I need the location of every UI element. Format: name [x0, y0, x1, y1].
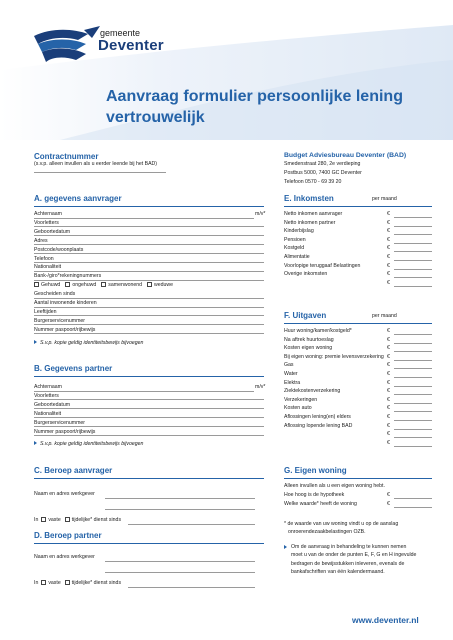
g-intro: Alleen invullen als u een eigen woning hebt. [284, 483, 385, 489]
f-row-label: Verzekeringen [284, 396, 318, 403]
a-bank-giro-rekeningnummers-label: Bank-/giro*rekeningnummers [34, 273, 102, 280]
section-c-rule [34, 478, 264, 479]
euro-sign: € [387, 336, 390, 343]
bad-address-line: Postbus 5000, 7400 GC Deventer [284, 170, 362, 176]
a-achternaam-field[interactable] [34, 218, 254, 219]
a-postcode-woonplaats-field[interactable] [34, 253, 264, 254]
f-row [284, 439, 432, 448]
gender-mv-label: m/v* [255, 384, 266, 390]
section-c-heading: C. Beroep aanvrager [34, 466, 113, 475]
d-tijdelijk-label: tijdelijke* dienst sinds [71, 580, 122, 586]
f-row-label: Ziektekostenverzekering [284, 388, 341, 395]
section-e-heading: E. Inkomsten [284, 194, 334, 203]
c-employer-label: Naam en adres werkgever [34, 491, 95, 497]
marital-checkbox-ongehuwd[interactable] [65, 282, 70, 287]
f-row-label: Kosten eigen woning [284, 345, 333, 352]
d-employer-label: Naam en adres werkgever [34, 554, 95, 560]
contract-note: (s.v.p. alleen invullen als u eerder leende bij het BAD) [34, 161, 158, 167]
footer-url[interactable]: www.deventer.nl [352, 615, 419, 625]
f-row-label: Huur woning/kamer/kostgeld* [284, 328, 352, 334]
euro-sign: € [387, 245, 390, 252]
f-row [284, 430, 432, 439]
section-b-heading: B. Gegevens partner [34, 364, 113, 373]
f-row [284, 370, 432, 379]
g-row-label: Hoe hoog is de hypotheek [284, 492, 345, 498]
a-telefoon-label: Telefoon [34, 255, 54, 262]
e-row [284, 279, 432, 288]
contract-heading: Contractnummer [34, 152, 99, 161]
a-gescheiden-sinds-label: Gescheiden sinds [34, 291, 76, 298]
f-row [284, 413, 432, 422]
section-a-heading: A. gegevens aanvrager [34, 194, 122, 203]
b-achternaam-field[interactable] [34, 391, 254, 392]
a-telefoon-field[interactable] [34, 262, 264, 263]
section-f-per-month: per maand [372, 313, 397, 319]
euro-sign: € [387, 396, 390, 403]
g-footnote: * de waarde van uw woning vindt u op de aanslag [284, 521, 399, 527]
section-f-heading: F. Uitgaven [284, 311, 327, 320]
marital-checkbox-weduwe[interactable] [147, 282, 152, 287]
a-aantal-inwonende-kinderen-field[interactable] [34, 307, 264, 308]
e-row-label: Voorlopige teruggaaf Belastingen [284, 262, 361, 269]
section-e-rule [284, 206, 432, 207]
b-nummer-paspoort-rijbewijs-label: Nummer paspoort/rijbewijs [34, 428, 96, 435]
c-contract-type [34, 516, 121, 525]
euro-sign: € [387, 414, 390, 420]
a-achternaam-label: Achternaam [34, 211, 62, 217]
section-g-heading: G. Eigen woning [284, 466, 347, 475]
f-row-label: Aflossing lopende lening BAD [284, 422, 353, 429]
e-row-label: Alimentatie [284, 254, 310, 260]
euro-sign: € [387, 279, 390, 286]
b-id-note [34, 440, 143, 449]
f-row [284, 336, 432, 345]
section-e-per-month: per maand [372, 196, 397, 202]
e-row [284, 253, 432, 262]
b-nummer-paspoort-rijbewijs-field[interactable] [34, 435, 264, 436]
arrow-right-icon [34, 441, 37, 445]
f-row-label: Bij eigen woning: premie levensverzekering [284, 353, 384, 360]
a-burgerservicenummer-label: Burgerservicenummer [34, 317, 86, 324]
c-in-label: In [34, 517, 39, 523]
section-g-rule [284, 478, 432, 479]
e-row-label: Kostgeld [284, 245, 305, 252]
a-postcode-woonplaats-label: Postcode/woonplaats [34, 246, 84, 253]
b-achternaam-label: Achternaam [34, 384, 62, 390]
e-row [284, 236, 432, 245]
e-row-label: Netto inkomen aanvrager [284, 211, 343, 217]
f-row [284, 396, 432, 405]
contract-number-field[interactable] [34, 172, 166, 173]
f-row-label: Elektra [284, 379, 301, 386]
a-id-note-text: S.v.p. kopie geldig identiteitsbewijs bijvoegen [40, 339, 144, 346]
d-since-field[interactable] [128, 587, 255, 588]
d-employer-field-2[interactable] [105, 572, 255, 573]
b-voorletters-label: Voorletters [34, 392, 59, 399]
a-geboortedatum-field[interactable] [34, 235, 264, 236]
arrow-right-icon [34, 340, 37, 344]
e-row-label: Kinderbijslag [284, 228, 314, 235]
euro-sign: € [387, 254, 390, 260]
section-a-rule [34, 206, 264, 207]
f-row-label: Kosten auto [284, 405, 312, 412]
c-tijdelijk-checkbox[interactable] [65, 517, 70, 522]
e-row-label: Overige inkomsten [284, 271, 328, 278]
section-b-rule [34, 376, 264, 377]
euro-sign: € [387, 211, 390, 217]
e-row [284, 219, 432, 228]
euro-sign: € [387, 228, 390, 235]
a-nationaliteit-label: Nationaliteit [34, 264, 62, 271]
f-row-label: Water [284, 371, 298, 377]
marital-label-samenwonend: samenwonend [108, 282, 143, 289]
c-vaste-checkbox[interactable] [41, 517, 46, 522]
e-amount-field[interactable] [394, 286, 432, 287]
euro-sign: € [387, 379, 390, 386]
euro-sign: € [387, 439, 390, 446]
d-vaste-checkbox[interactable] [41, 580, 46, 585]
euro-sign: € [387, 262, 390, 269]
a-leeftijden-label: Leeftijden [34, 308, 57, 315]
logo-gemeente-text: gemeente [100, 28, 141, 38]
euro-sign: € [387, 405, 390, 412]
a-adres-label: Adres [34, 237, 48, 244]
f-row [284, 327, 432, 336]
euro-sign: € [387, 492, 390, 498]
f-row [284, 404, 432, 413]
f-row [284, 379, 432, 388]
marital-checkbox-gehuwd[interactable] [34, 282, 39, 287]
g-note-line: moet u van de onder de punten E, F, G en H ingevulde [291, 552, 417, 559]
b-geboortedatum-field[interactable] [34, 408, 264, 409]
euro-sign: € [387, 371, 390, 377]
b-burgerservicenummer-label: Burgerservicenummer [34, 419, 86, 426]
c-tijdelijk-label: tijdelijke* dienst sinds [71, 517, 122, 523]
bad-name: Budget Adviesbureau Deventer (BAD) [284, 152, 407, 159]
d-in-label: In [34, 580, 39, 586]
a-nummer-paspoort-rijbewijs-field[interactable] [34, 333, 264, 334]
e-row [284, 262, 432, 271]
euro-sign: € [387, 431, 390, 438]
a-nummer-paspoort-rijbewijs-label: Nummer paspoort/rijbewijs [34, 326, 96, 333]
bad-address-line: Telefoon 0570 - 69 39 20 [284, 179, 342, 185]
b-id-note-text: S.v.p. kopie geldig identiteitsbewijs bijvoegen [40, 441, 144, 448]
section-d-heading: D. Beroep partner [34, 531, 102, 540]
f-amount-field[interactable] [394, 446, 432, 447]
section-f-rule [284, 323, 432, 324]
g-footnote: onroerendezaakbelastingen OZB. [288, 529, 366, 535]
logo-deventer-text: Deventer [98, 37, 164, 54]
f-row [284, 353, 432, 362]
euro-sign: € [387, 236, 390, 243]
c-since-field[interactable] [128, 524, 255, 525]
c-vaste-label: vaste [48, 517, 61, 523]
e-row [284, 227, 432, 236]
euro-sign: € [387, 219, 390, 226]
e-row [284, 244, 432, 253]
e-row [284, 210, 432, 219]
marital-label-ongehuwd: ongehuwd [72, 282, 97, 289]
d-contract-type [34, 579, 121, 588]
euro-sign: € [387, 422, 390, 429]
f-row [284, 387, 432, 396]
euro-sign: € [387, 388, 390, 395]
marital-checkbox-samenwonend[interactable] [101, 282, 106, 287]
g-row-label: Welke waarde* heeft de woning [284, 500, 357, 507]
e-row-label: Netto inkomen partner [284, 219, 336, 226]
g-amount-field[interactable] [394, 507, 432, 508]
f-row-label: Aflossingen lening(en) elders [284, 414, 351, 420]
a-marital-status [34, 281, 178, 290]
gender-mv-label: m/v* [255, 211, 266, 217]
f-row-label: Gas [284, 362, 294, 369]
b-geboortedatum-label: Geboortedatum [34, 401, 71, 408]
g-note-line: bankafschriften van één kalendermaand. [291, 569, 385, 576]
c-employer-field-2[interactable] [105, 509, 255, 510]
section-d-rule [34, 543, 264, 544]
a-aantal-inwonende-kinderen-label: Aantal inwonende kinderen [34, 300, 97, 306]
euro-sign: € [387, 362, 390, 369]
marital-label-weduwe: weduwe [154, 282, 174, 289]
b-nationaliteit-label: Nationaliteit [34, 410, 62, 417]
f-row [284, 422, 432, 431]
euro-sign: € [387, 353, 390, 360]
euro-sign: € [387, 345, 390, 352]
f-row [284, 344, 432, 353]
d-vaste-label: vaste [48, 580, 61, 586]
a-voorletters-label: Voorletters [34, 219, 59, 226]
e-row [284, 270, 432, 279]
euro-sign: € [387, 328, 390, 334]
a-geboortedatum-label: Geboortedatum [34, 228, 71, 235]
marital-label-gehuwd: Gehuwd [41, 282, 61, 289]
g-row [284, 500, 432, 509]
d-employer-field[interactable] [105, 561, 255, 562]
c-employer-field[interactable] [105, 498, 255, 499]
g-note-line: Om de aanvraag in behandeling te kunnen nemen [291, 544, 407, 550]
g-note-line: bedragen de bewijsstukken inleveren, evenals de [291, 560, 405, 567]
page-title: Aanvraag formulier persoonlijke lening vertrouwelijk [106, 88, 403, 126]
e-row-label: Pensioen [284, 236, 306, 243]
a-id-note [34, 339, 143, 348]
euro-sign: € [387, 500, 390, 507]
g-row [284, 491, 432, 500]
f-row [284, 361, 432, 370]
d-tijdelijk-checkbox[interactable] [65, 580, 70, 585]
bad-address-line: Smedenstraat 280, 2e verdieping [284, 161, 361, 167]
f-row-label: Na aftrek huurtoeslag [284, 336, 334, 343]
arrow-right-icon [284, 545, 287, 549]
euro-sign: € [387, 271, 390, 278]
